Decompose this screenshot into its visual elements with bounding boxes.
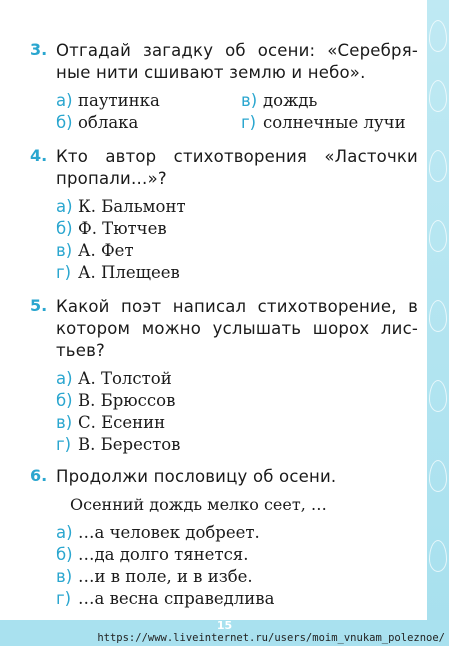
question-5 — [30, 296, 418, 456]
question-4 — [30, 146, 418, 284]
question-6 — [30, 466, 418, 610]
question-3 — [30, 40, 418, 134]
answer-option[interactable]: г) А. Плещеев — [56, 263, 180, 282]
answer-option[interactable]: в) С. Есенин — [56, 413, 166, 432]
answer-option[interactable]: г) солнечные лучи — [241, 113, 406, 132]
proverb-text: Осенний дождь мелко сеет, … — [70, 495, 327, 514]
answer-option[interactable]: в) дождь — [241, 91, 318, 110]
question-text: Отгадай загадку об осени: «Серебря-ные нити сшивают землю и небо». — [56, 41, 418, 82]
answer-option[interactable]: г) В. Берестов — [56, 435, 181, 454]
question-number: 6. — [30, 466, 48, 485]
answer-option[interactable]: г) …а весна справедлива — [56, 589, 275, 608]
answer-option[interactable]: а) А. Толстой — [56, 369, 172, 388]
question-text: Продолжи пословицу об осени. — [56, 467, 337, 486]
answer-option[interactable]: б) В. Брюссов — [56, 391, 176, 410]
question-number: 5. — [30, 296, 48, 315]
answer-option[interactable]: а) …а человек добреет. — [56, 523, 260, 542]
answer-options — [56, 90, 418, 134]
watermark-url: https://www.liveinternet.ru/users/moim_vnukam_poleznoe/ — [97, 632, 445, 644]
answer-options — [56, 368, 418, 456]
answer-option[interactable]: б) Ф. Тютчев — [56, 219, 167, 238]
page-number: 15 — [216, 619, 233, 632]
question-text: Какой поэт написал стихотворение, в котором можно услышать шорох лис-тьев? — [56, 297, 418, 360]
answer-option[interactable]: в) …и в поле, и в избе. — [56, 567, 253, 586]
answer-option[interactable]: в) А. Фет — [56, 241, 134, 260]
answer-options — [56, 522, 418, 610]
question-text: Кто автор стихотворения «Ласточки пропали…»? — [56, 147, 418, 188]
answer-options — [56, 196, 418, 284]
answer-option[interactable]: а) К. Бальмонт — [56, 197, 186, 216]
question-number: 4. — [30, 146, 48, 165]
question-number: 3. — [30, 40, 48, 59]
answer-option[interactable]: б) облака — [56, 113, 139, 132]
answer-option[interactable]: а) паутинка — [56, 91, 160, 110]
answer-option[interactable]: б) …да долго тянется. — [56, 545, 249, 564]
